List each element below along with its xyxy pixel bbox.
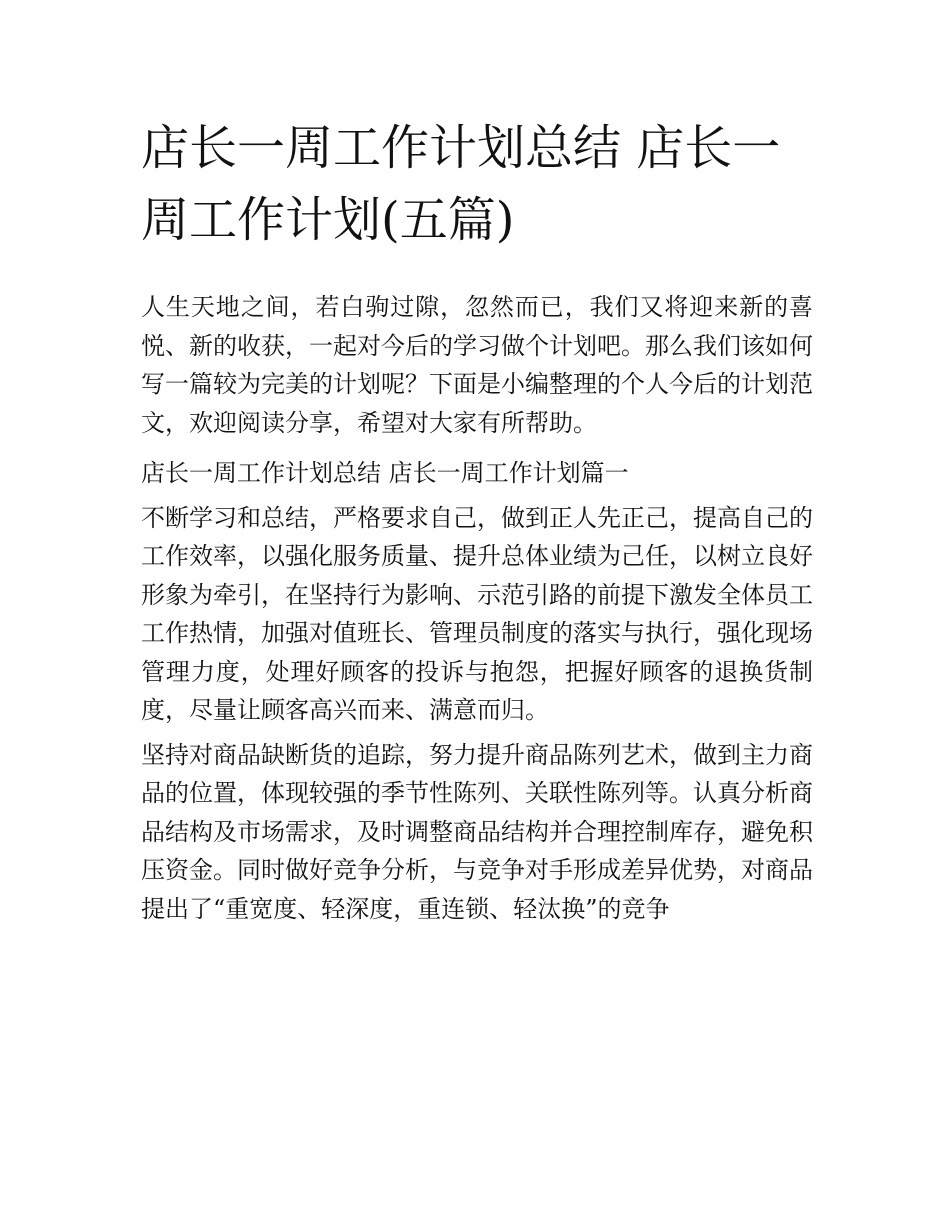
intro-paragraph: 人生天地之间，若白驹过隙，忽然而已，我们又将迎来新的喜悦、新的收获，一起对今后的学习做个计划吧。那么我们该如何写一篇较为完美的计划呢？下面是小编整理的个人今后的计划范文，欢迎阅读分享，希望对大家有所帮助。 [141,293,813,437]
body-paragraph-2: 坚持对商品缺断货的追踪，努力提升商品陈列艺术，做到主力商品的位置，体现较强的季节性陈列、关联性陈列等。认真分析商品结构及市场需求，及时调整商品结构并合理控制库存，避免积压资金。同时做好竞争分析，与竞争对手形成差异优势，对商品提出了“重宽度、轻深度，重连锁、轻汰换”的竞争 [141,740,813,923]
body-paragraph-1: 不断学习和总结，严格要求自己，做到正人先正己，提高自己的工作效率，以强化服务质量、提升总体业绩为己任，以树立良好形象为牵引，在坚持行为影响、示范引路的前提下激发全体员工工作热情，加强对值班长、管理员制度的落实与执行，强化现场管理力度，处理好顾客的投诉与抱怨，把握好顾客的退换货制度，尽量让顾客高兴而来、满意而归。 [141,503,813,724]
document-title: 店长一周工作计划总结 店长一周工作计划(五篇) [141,120,781,248]
section-heading: 店长一周工作计划总结 店长一周工作计划篇一 [141,459,629,487]
document-body [141,112,813,928]
